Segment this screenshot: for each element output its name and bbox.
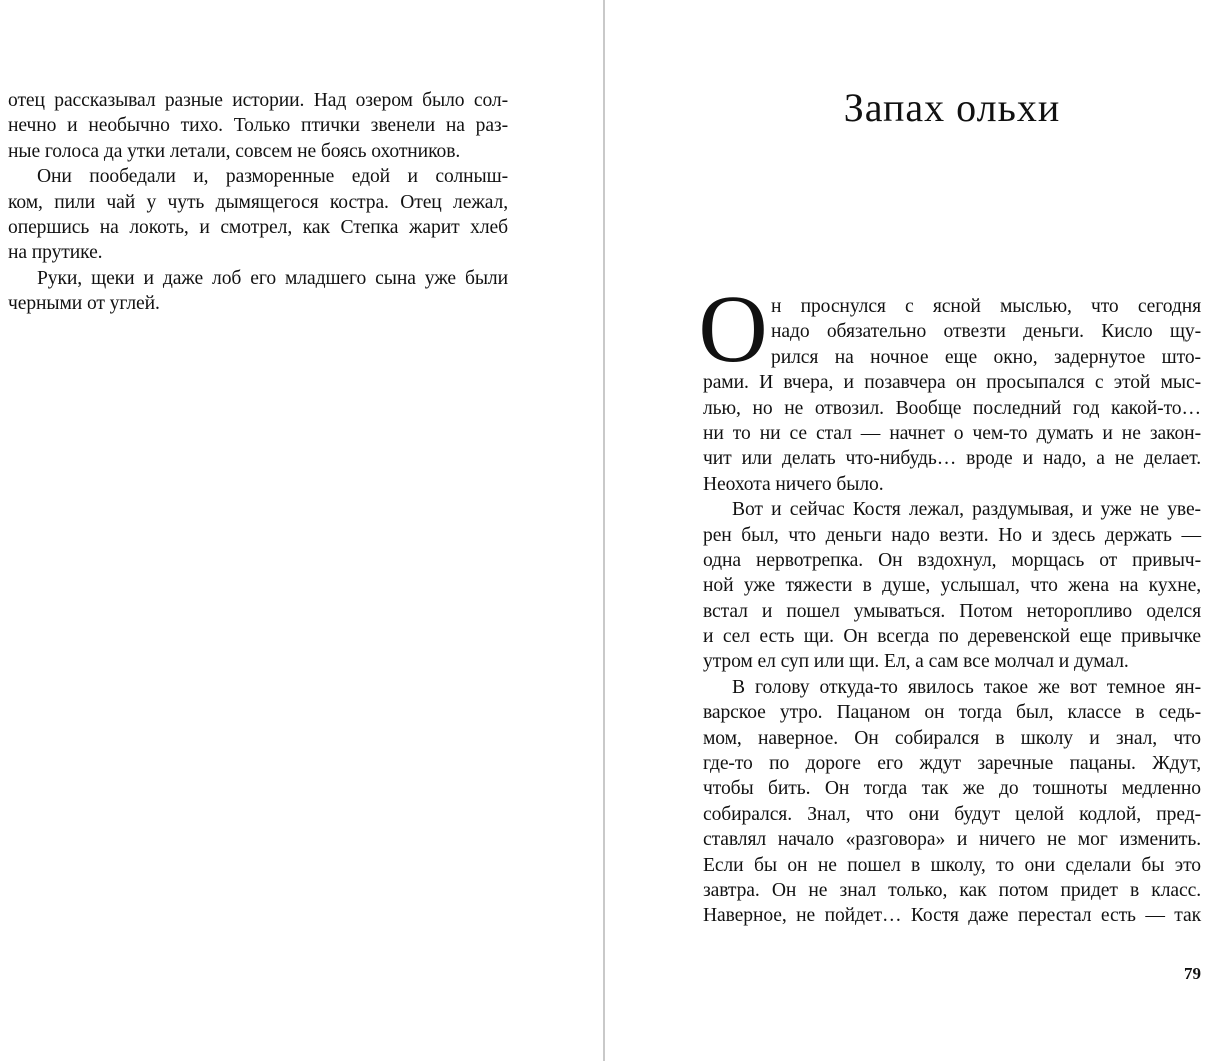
- text-line: В голову откуда-то явилось такое же вот темное ян-: [732, 676, 1201, 698]
- drop-cap-line: надо обязательно отвезти деньги. Кисло щу-: [771, 321, 1201, 343]
- text-line: Вот и сейчас Костя лежал, раздумывая, и уже не уве-: [732, 499, 1201, 521]
- page-gutter-divider: [603, 0, 605, 1061]
- text-line: чтобы бить. Он тогда так же до тошноты медленно: [703, 778, 1201, 800]
- text-line: чит или делать что-нибудь… вроде и надо, а не делает.: [703, 448, 1201, 470]
- drop-cap-line: н проснулся с ясной мыслью, что сегодня: [771, 296, 1201, 317]
- text-line: и сел есть щи. Он всегда по деревенской еще привычке: [703, 626, 1201, 648]
- text-line: Если бы он не пошел в школу, то они сделали бы это: [703, 854, 1201, 876]
- text-line: одна нервотрепка. Он вздохнул, морщась от привыч-: [703, 549, 1201, 571]
- drop-cap-line: рился на ночное еще окно, задернутое што-: [771, 346, 1201, 368]
- text-line: где-то по дороге его ждут заречные пацаны. Ждут,: [703, 753, 1201, 775]
- drop-cap-letter: О: [698, 275, 768, 382]
- page-number: 79: [1184, 964, 1201, 983]
- text-line: опершись на локоть, и смотрел, как Степка жарит хлеб: [8, 216, 508, 238]
- text-line: Наверное, не пойдет… Костя даже перестал есть — так: [703, 905, 1201, 927]
- text-line: собирался. Знал, что они будут целой кодлой, пред-: [703, 803, 1201, 825]
- text-line: черными от углей.: [8, 293, 160, 315]
- text-line: Руки, щеки и даже лоб его младшего сына уже были: [37, 267, 508, 289]
- drop-cap-paragraph-start: [698, 275, 1201, 382]
- left-page-text: [8, 88, 508, 317]
- left-page: [8, 88, 508, 317]
- text-line: ной уже тяжести в душе, услышал, что жена на кухне,: [703, 575, 1201, 597]
- text-line: рами. И вчера, и позавчера он просыпался с этой мыс-: [703, 372, 1201, 394]
- chapter-title: Запах ольхи: [843, 85, 1061, 130]
- text-line: Они пообедали и, разморенные едой и солныш-: [37, 166, 508, 188]
- chapter-body: [698, 275, 1201, 929]
- text-line: лью, но не отвозил. Вообще последний год какой-то…: [703, 397, 1201, 419]
- text-line: варское утро. Пацаном он тогда был, классе в седь-: [703, 702, 1201, 724]
- right-page: [698, 0, 1201, 1061]
- text-line: утром ел суп или щи. Ел, а сам все молчал и думал.: [703, 651, 1129, 673]
- text-line: мом, наверное. Он собирался в школу и знал, что: [703, 727, 1201, 749]
- text-line: завтра. Он не знал только, как потом придет в класс.: [703, 879, 1201, 901]
- text-line: встал и пошел умываться. Потом неторопливо оделся: [703, 600, 1201, 622]
- text-line: ставлял начало «разговора» и ничего не мог изменить.: [703, 829, 1201, 851]
- text-line: отец рассказывал разные истории. Над озером было сол-: [8, 90, 508, 111]
- text-line: ком, пили чай у чуть дымящегося костра. Отец лежал,: [8, 191, 508, 213]
- text-line: ни то ни се стал — начнет о чем-то думать и не закон-: [703, 422, 1201, 444]
- right-page-text: [703, 370, 1201, 929]
- text-line: рен был, что деньги надо везти. Но и здесь держать —: [703, 524, 1201, 546]
- text-line: Неохота ничего было.: [703, 473, 884, 495]
- text-line: ные голоса да утки летали, совсем не боясь охотников.: [8, 140, 461, 162]
- text-line: на прутике.: [8, 242, 103, 264]
- text-line: нечно и необычно тихо. Только птички звенели на раз-: [8, 115, 508, 137]
